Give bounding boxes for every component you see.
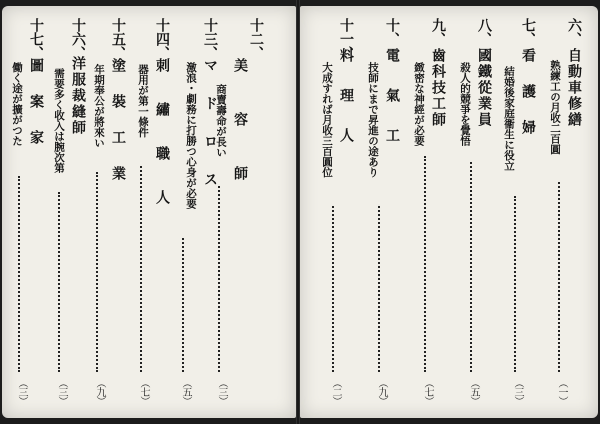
toc-entry-13 bbox=[180, 6, 234, 418]
leader-dots bbox=[378, 206, 380, 372]
entry-number: 六、 bbox=[566, 18, 582, 46]
entry-number: 七、 bbox=[520, 18, 536, 46]
entry-description: 熟練工の月收二百圓 bbox=[549, 60, 561, 155]
entry-title: 美 容 師 bbox=[232, 58, 248, 184]
page-number: （九） bbox=[376, 378, 387, 405]
entry-title: 圖 案 家 bbox=[28, 58, 44, 148]
entry-number: 十四、 bbox=[154, 18, 170, 60]
toc-entry-16 bbox=[53, 6, 102, 418]
entry-title: 電 氣 工 bbox=[384, 48, 400, 148]
entry-title: 齒科技工師 bbox=[430, 48, 446, 128]
page-number: （三） bbox=[16, 378, 27, 405]
leader-dots bbox=[470, 162, 472, 372]
entry-description: 需要多く收入は腕次第 bbox=[53, 68, 65, 173]
toc-entry-8 bbox=[458, 6, 504, 418]
page-number: （三） bbox=[216, 378, 227, 405]
entry-description: 緻密な神經が必要 bbox=[413, 62, 425, 146]
page-number: （一） bbox=[556, 378, 567, 405]
page-number: （三） bbox=[56, 378, 67, 405]
entry-number: 十五、 bbox=[110, 18, 126, 60]
entry-description: 殺人的競爭を覺悟 bbox=[459, 62, 471, 146]
leader-dots bbox=[332, 206, 334, 372]
entry-description: 器用が第一條件 bbox=[137, 64, 149, 138]
leader-dots bbox=[424, 156, 426, 372]
left-page bbox=[2, 6, 296, 418]
toc-entry-11 bbox=[320, 6, 366, 418]
toc-entry-17 bbox=[12, 6, 58, 418]
entry-number: 十一、 bbox=[338, 18, 354, 60]
entry-description: 商賣壽命が長い bbox=[215, 84, 227, 158]
entry-number: 八、 bbox=[476, 18, 492, 46]
toc-entry-6 bbox=[548, 6, 594, 418]
page-number: （七） bbox=[138, 378, 149, 405]
page-number: （五） bbox=[468, 378, 479, 405]
leader-dots bbox=[514, 196, 516, 372]
entry-title: 塗 裝 工 業 bbox=[110, 58, 126, 184]
entry-title: 刺 繡 職 人 bbox=[154, 58, 170, 212]
toc-entry-14 bbox=[137, 6, 188, 418]
entry-title: 國鐵從業員 bbox=[476, 48, 492, 128]
entry-description: 年期奉公が將來い bbox=[93, 64, 105, 148]
entry-number: 十六、 bbox=[70, 18, 86, 60]
toc-entry-7 bbox=[502, 6, 548, 418]
leader-dots bbox=[58, 192, 60, 372]
toc-entry-12 bbox=[215, 6, 280, 418]
page-number: （七） bbox=[422, 378, 433, 405]
toc-entry-9 bbox=[412, 6, 458, 418]
toc-entry-15 bbox=[93, 6, 142, 418]
entry-title: 料 理 人 bbox=[338, 48, 354, 148]
page-number: （二） bbox=[330, 378, 341, 405]
toc-entry-10 bbox=[366, 6, 412, 418]
entry-number: 十三、 bbox=[202, 18, 218, 60]
entry-title: マ ド ロ ス bbox=[202, 58, 218, 190]
entry-number: 九、 bbox=[430, 18, 446, 46]
entry-description: 結婚後家庭衞生に役立 bbox=[503, 66, 515, 171]
entry-description: 働く途が擴がつた bbox=[11, 62, 23, 146]
entry-title: 洋服裁縫師 bbox=[70, 56, 86, 136]
entry-number: 十七、 bbox=[28, 18, 44, 60]
entry-number: 十、 bbox=[384, 18, 400, 46]
page-number: （九） bbox=[94, 378, 105, 405]
page-number: （五） bbox=[180, 378, 191, 405]
entry-title: 看 護 婦 bbox=[520, 48, 536, 138]
entry-description: 激浪・劇務に打勝つ心身が必要 bbox=[185, 62, 197, 209]
leader-dots bbox=[558, 182, 560, 372]
entry-description: 大成すれば月收三百圓位 bbox=[321, 62, 333, 178]
page-number: （三） bbox=[512, 378, 523, 405]
leader-dots bbox=[18, 176, 20, 372]
entry-description: 技師にまで昇進の途あり bbox=[367, 62, 379, 178]
entry-number: 十二、 bbox=[248, 18, 264, 60]
entry-title: 自動車修繕 bbox=[566, 48, 582, 128]
right-page bbox=[300, 6, 598, 418]
